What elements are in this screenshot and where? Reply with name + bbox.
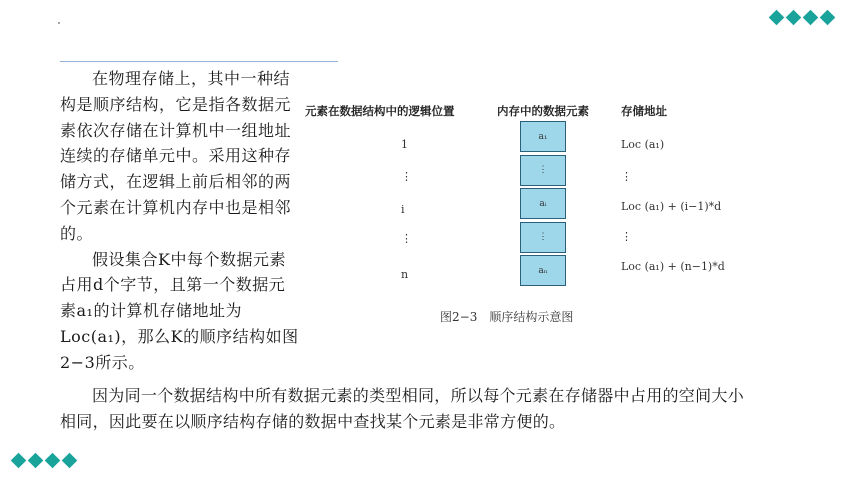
diamond-decoration-bottom bbox=[13, 455, 75, 466]
assumption-paragraph: 假设集合K中每个数据元素占用d个字节，且第一个数据元素a₁的计算机存储地址为Loc(a₁)，那么K的顺序结构如图2−3所示。 bbox=[60, 249, 299, 372]
address-label: Loc (a₁) + (n−1)*d bbox=[621, 260, 725, 273]
decorative-dot bbox=[58, 22, 60, 24]
memory-cell: aᵢ bbox=[520, 188, 566, 219]
figure-caption: 图2−3 顺序结构示意图 bbox=[440, 310, 574, 324]
intro-paragraph: 在物理存储上，其中一种结构是顺序结构，它是指各数据元素依次存储在计算机中一组地址连续的存储单元中。采用这种存储方式，在逻辑上前后相邻的两个元素在计算机内存中也是相邻的。 bbox=[60, 69, 292, 243]
address-label: ⋮ bbox=[621, 230, 632, 243]
position-label: ⋮ bbox=[401, 170, 412, 183]
diamond-icon bbox=[820, 10, 836, 26]
diamond-icon bbox=[11, 453, 27, 469]
diamond-decoration-top bbox=[771, 12, 833, 23]
divider-line bbox=[60, 61, 338, 62]
memory-cell: aₙ bbox=[520, 255, 566, 286]
diamond-icon bbox=[45, 453, 61, 469]
header-memory-element: 内存中的数据元素 bbox=[497, 104, 589, 118]
conclusion-paragraph bbox=[60, 383, 760, 435]
address-label: ⋮ bbox=[621, 170, 632, 183]
memory-cell: ⋮ bbox=[520, 155, 566, 186]
diamond-icon bbox=[803, 10, 819, 26]
header-logical-position: 元素在数据结构中的逻辑位置 bbox=[305, 104, 455, 118]
diamond-icon bbox=[62, 453, 78, 469]
memory-cell: a₁ bbox=[520, 121, 566, 152]
left-text-block bbox=[60, 66, 300, 376]
diamond-icon bbox=[28, 453, 44, 469]
position-label: ⋮ bbox=[401, 232, 412, 245]
position-label: i bbox=[401, 203, 405, 216]
position-label: 1 bbox=[401, 138, 408, 151]
diamond-icon bbox=[769, 10, 785, 26]
address-label: Loc (a₁) + (i−1)*d bbox=[621, 200, 722, 213]
sequential-structure-figure bbox=[305, 95, 775, 325]
position-label: n bbox=[401, 268, 409, 281]
header-address: 存储地址 bbox=[621, 104, 667, 118]
conclusion-text: 因为同一个数据结构中所有数据元素的类型相同，所以每个元素在存储器中占用的空间大小相同，因此要在以顺序结构存储的数据中查找某个元素是非常方便的。 bbox=[60, 386, 745, 431]
address-label: Loc (a₁) bbox=[621, 138, 665, 151]
memory-cells bbox=[520, 121, 566, 289]
diamond-icon bbox=[786, 10, 802, 26]
memory-cell: ⋮ bbox=[520, 222, 566, 253]
